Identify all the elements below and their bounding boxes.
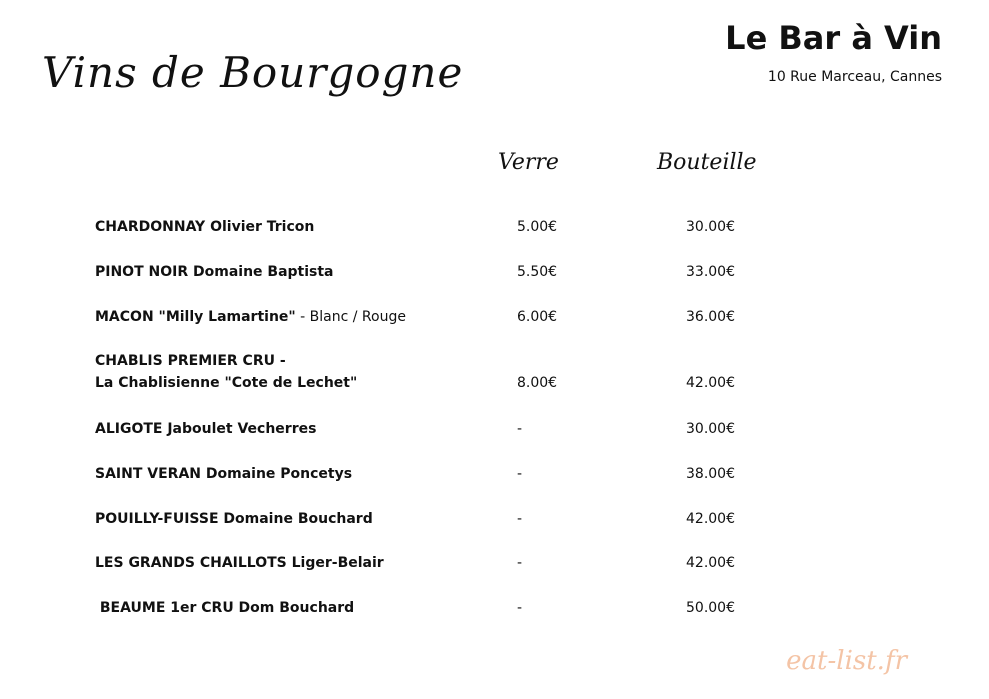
bar-name: Le Bar à Vin (725, 19, 942, 57)
glass-price: - (517, 466, 523, 482)
wine-name: PINOT NOIR Domaine Baptista (95, 264, 334, 280)
bottle-price: 42.00€ (686, 511, 735, 527)
bottle-price: 36.00€ (686, 309, 735, 325)
bottle-price: 38.00€ (686, 466, 735, 482)
wine-name: CHABLIS PREMIER CRU - (95, 353, 286, 369)
bottle-price: 30.00€ (686, 219, 735, 235)
menu-title: Vins de Bourgogne (42, 48, 464, 97)
watermark: eat-list.fr (786, 646, 907, 676)
wine-name: CHARDONNAY Olivier Tricon (95, 219, 315, 235)
bottle-price: 30.00€ (686, 421, 735, 437)
bottle-price: 42.00€ (686, 555, 735, 571)
wine-name: BEAUME 1er CRU Dom Bouchard (95, 600, 355, 616)
glass-price: 6.00€ (517, 309, 558, 325)
bottle-price: 50.00€ (686, 600, 735, 616)
bar-address: 10 Rue Marceau, Cannes (767, 69, 942, 85)
column-header-glass: Verre (498, 150, 559, 175)
glass-price: - (517, 555, 523, 571)
column-header-bottle: Bouteille (657, 150, 757, 175)
wine-name: LES GRANDS CHAILLOTS Liger-Belair (95, 555, 384, 571)
glass-price: - (517, 600, 523, 616)
wine-name: ALIGOTE Jaboulet Vecherres (95, 421, 317, 437)
glass-price: 5.00€ (517, 219, 558, 235)
wine-name-line2: La Chablisienne "Cote de Lechet" (95, 375, 358, 391)
wine-name: POUILLY-FUISSE Domaine Bouchard (95, 511, 373, 527)
bottle-price: 42.00€ (686, 375, 735, 391)
glass-price: 5.50€ (517, 264, 558, 280)
glass-price: 8.00€ (517, 375, 558, 391)
bottle-price: 33.00€ (686, 264, 735, 280)
glass-price: - (517, 511, 523, 527)
wine-name: MACON "Milly Lamartine" - Blanc / Rouge (95, 309, 406, 325)
wine-name: SAINT VERAN Domaine Poncetys (95, 466, 353, 482)
glass-price: - (517, 421, 523, 437)
